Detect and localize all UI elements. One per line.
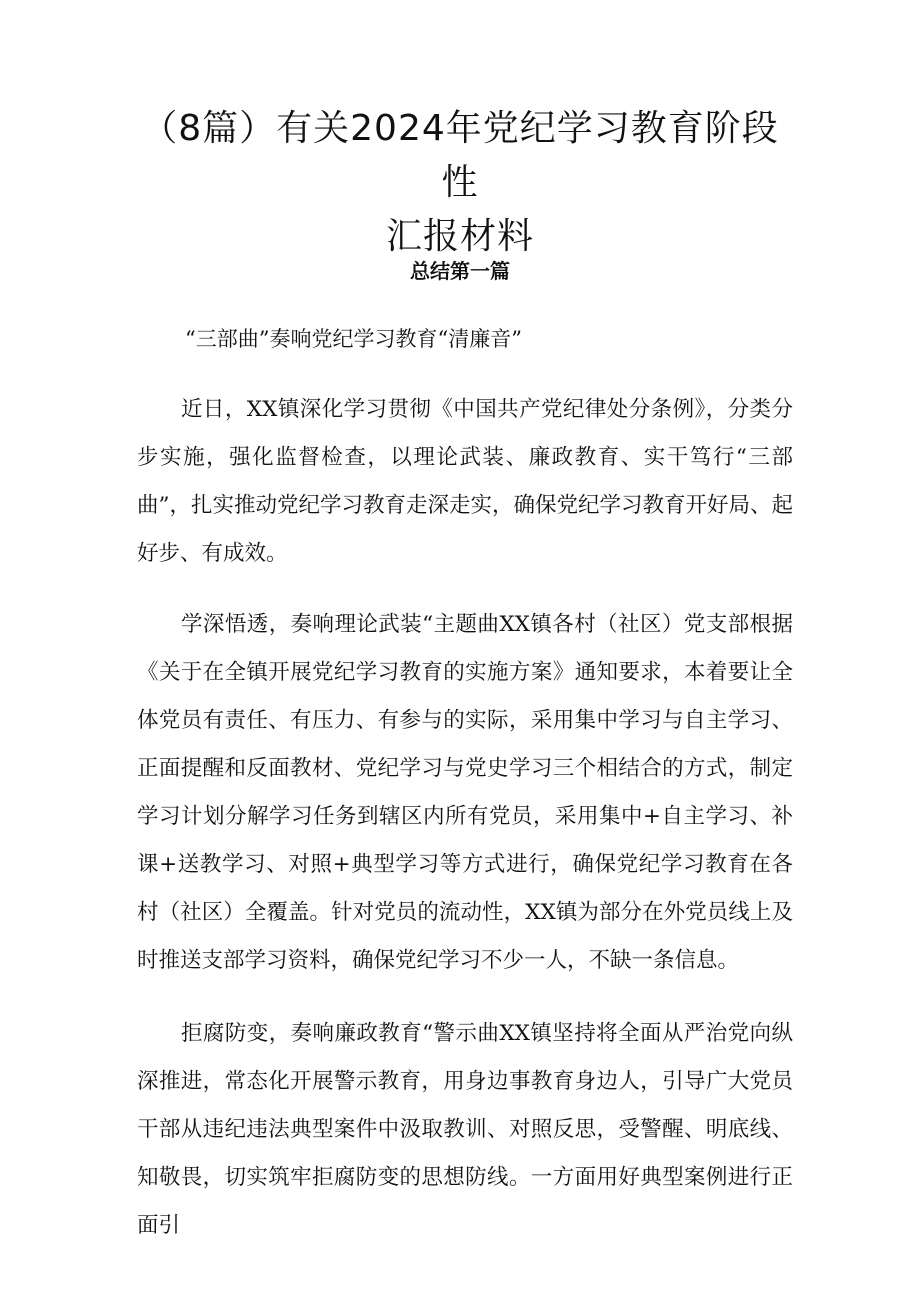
- title-line-2: 汇报材料: [385, 216, 534, 257]
- title-line-1: （8篇）有关2024年党纪学习教育阶段性: [141, 108, 779, 203]
- body-paragraph-1: 近日，XX镇深化学习贯彻《中国共产党纪律处分条例》，分类分步实施，强化监督检查，以理论武装、廉政教育、实干笃行“三部曲”，扎实推动党纪学习教育走深走实，确保党纪学习教育开好局、起好步、有成效。: [137, 397, 793, 566]
- section-heading: 总结第一篇: [410, 259, 510, 283]
- body-paragraph-3: 拒腐防变，奏响廉政教育“警示曲XX镇坚持将全面从严治党向纵深推进，常态化开展警示教育，用身边事教育身边人，引导广大党员干部从违纪违法典型案件中汲取教训、对照反思，受警醒、明底线、知敬畏，切实筑牢拒腐防变的思想防线。一方面用好典型案例进行正面引: [137, 1021, 793, 1238]
- article-subtitle: “三部曲”奏响党纪学习教育“清廉音”: [185, 327, 522, 351]
- body-paragraph-2: 学深悟透，奏响理论武装“主题曲XX镇各村（社区）党支部根据《关于在全镇开展党纪学习教育的实施方案》通知要求，本着要让全体党员有责任、有压力、有参与的实际，采用集中学习与自主学习、正面提醒和反面教材、党纪学习与党史学习三个相结合的方式，制定学习计划分解学习任务到辖区内所有党员，采用集中+自主学习、补课+送教学习、对照+典型学习等方式进行，确保党纪学习教育在各村（社区）全覆盖。针对党员的流动性，XX镇为部分在外党员线上及时推送支部学习资料，确保党纪学习不少一人，不缺一条信息。: [137, 612, 793, 973]
- document-title: [130, 102, 790, 264]
